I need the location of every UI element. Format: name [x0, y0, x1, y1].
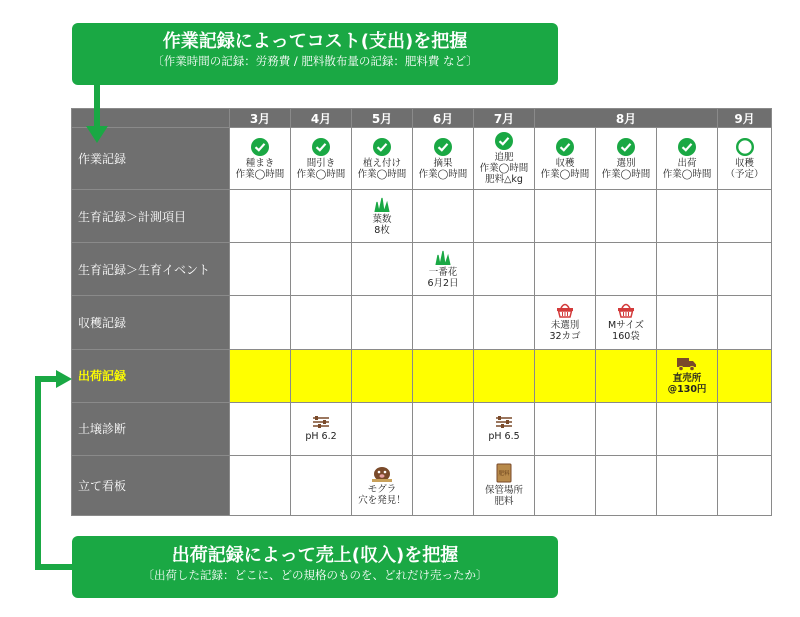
row-label-soil: 土壌診断 [72, 402, 230, 455]
row-label-shipping: 出荷記録 [72, 349, 230, 402]
revenue-banner-subtitle: 〔出荷した記録：どこに、どの規格のものを、どれだけ売ったか〕 [142, 568, 488, 582]
growth-may: 葉数 8枚 [352, 190, 413, 243]
work-jul: 追肥 作業◯時間 肥料△kg [474, 128, 535, 190]
month-jul: 7月 [474, 109, 535, 128]
month-may: 5月 [352, 109, 413, 128]
revenue-banner-title: 出荷記録によって売上(収入)を把握 [171, 545, 459, 566]
sign-may: モグラ 穴を発見！ [352, 455, 413, 515]
sign-jul: 肥料 保管場所 肥料 [474, 455, 535, 515]
row-label-work: 作業記録 [72, 128, 230, 190]
harvest-aug-unsorted: 未選別 32カゴ [535, 296, 596, 349]
cost-banner-title: 作業記録によってコスト(支出)を把握 [162, 31, 468, 52]
work-apr: 間引き 作業◯時間 [291, 128, 352, 190]
row-label-harvest: 収穫記録 [72, 296, 230, 349]
row-label-growth-event: 生育記録＞生育イベント [72, 243, 230, 296]
growth-jun: 一番花 6月2日 [413, 243, 474, 296]
soil-jul: pH 6.5 [474, 402, 535, 455]
revenue-banner [72, 536, 558, 598]
work-sep: 収穫 （予定） [718, 128, 772, 190]
up-arrow-to-shipping-record [38, 370, 72, 567]
cost-banner-subtitle: 〔作業時間の記録：労務費 / 肥料散布量の記録：肥料費 など〕 [152, 54, 478, 68]
work-mar: 種まき 作業◯時間 [230, 128, 291, 190]
work-may: 植え付け 作業◯時間 [352, 128, 413, 190]
month-mar: 3月 [230, 109, 291, 128]
work-jun: 摘果 作業◯時間 [413, 128, 474, 190]
row-label-growth-measure: 生育記録＞計測項目 [72, 190, 230, 243]
soil-apr: pH 6.2 [291, 402, 352, 455]
row-label-sign: 立て看板 [72, 455, 230, 515]
work-aug-sort: 選別 作業◯時間 [596, 128, 657, 190]
month-sep: 9月 [718, 109, 772, 128]
work-aug-ship: 出荷 作業◯時間 [657, 128, 718, 190]
svg-text:肥料: 肥料 [498, 471, 510, 478]
month-aug: 8月 [535, 109, 718, 128]
harvest-aug-m-size: Mサイズ 160袋 [596, 296, 657, 349]
month-jun: 6月 [413, 109, 474, 128]
down-arrow-to-work-record [86, 84, 108, 143]
work-aug-harvest: 収穫 作業◯時間 [535, 128, 596, 190]
month-apr: 4月 [291, 109, 352, 128]
shipping-aug: 直売所 @130円 [657, 349, 718, 402]
